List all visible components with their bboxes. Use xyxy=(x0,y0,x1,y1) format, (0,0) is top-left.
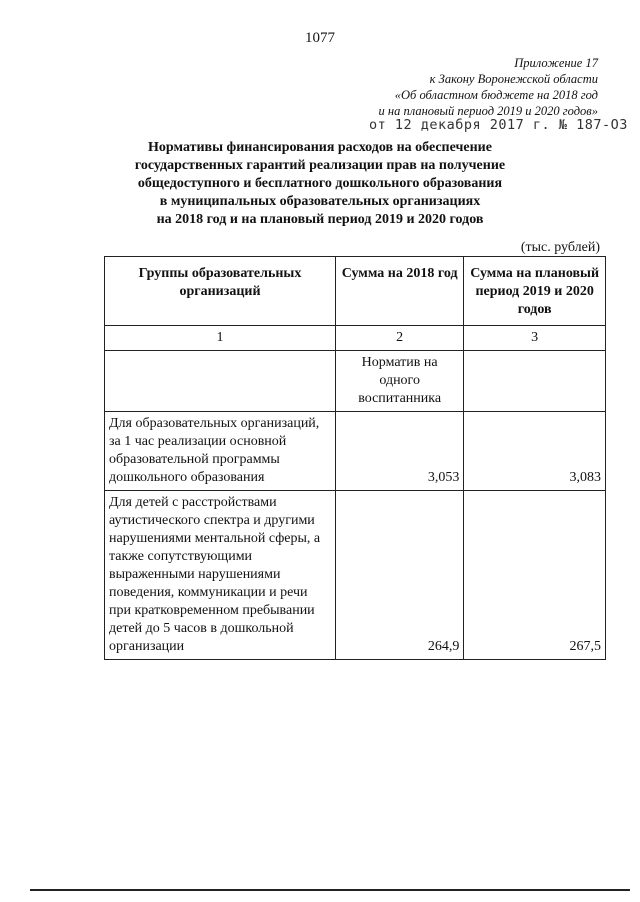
empty-cell xyxy=(464,351,606,412)
table-header-row xyxy=(105,257,606,326)
appendix-line: Приложение 17 xyxy=(514,56,598,70)
units-label: (тыс. рублей) xyxy=(520,240,600,255)
appendix-line: «Об областном бюджете на 2018 год xyxy=(394,88,598,102)
column-number-row xyxy=(105,326,606,351)
title-line: в муниципальных образовательных организациях xyxy=(159,194,481,209)
row-label: Для образовательных организаций, за 1 час реализации основной образовательной программы дошкольного образования xyxy=(105,412,336,491)
appendix-line: к Закону Воронежской области xyxy=(429,72,598,86)
header-groups: Группы образовательных организаций xyxy=(105,257,336,326)
row-value-planned: 3,083 xyxy=(464,412,606,491)
column-number: 1 xyxy=(105,326,336,351)
column-number: 3 xyxy=(464,326,606,351)
subheader-norm: Норматив на одного воспитанника xyxy=(335,351,463,412)
appendix-line: и на плановый период 2019 и 2020 годов» xyxy=(378,104,598,118)
subheader-row xyxy=(105,351,606,412)
row-value-2018: 3,053 xyxy=(335,412,463,491)
row-value-planned: 267,5 xyxy=(464,491,606,660)
header-sum-2018: Сумма на 2018 год xyxy=(335,257,463,326)
column-number: 2 xyxy=(335,326,463,351)
appendix-block xyxy=(379,55,598,119)
table-row xyxy=(105,491,606,660)
title-line: на 2018 год и на плановый период 2019 и 2020 годов xyxy=(156,212,484,227)
title-line: государственных гарантий реализации прав на получение xyxy=(134,158,506,173)
title-line: Нормативы финансирования расходов на обеспечение xyxy=(148,140,492,155)
bottom-rule xyxy=(30,889,630,891)
page-number: 1077 xyxy=(305,30,335,46)
document-title xyxy=(60,139,580,229)
row-label: Для детей с расстройствами аутистического спектра и другими нарушениями ментальной сферы, а также сопутствующими выраженными нарушениями поведения, коммуникации и речи при кратковременном пребывании детей до 5 часов в дошкольной организации xyxy=(105,491,336,660)
law-stamp: от 12 декабря 2017 г. № 187-ОЗ xyxy=(369,117,628,133)
empty-cell xyxy=(105,351,336,412)
norms-table xyxy=(104,256,606,660)
title-line: общедоступного и бесплатного дошкольного образования xyxy=(137,176,503,191)
header-sum-planned: Сумма на плановый период 2019 и 2020 годов xyxy=(464,257,606,326)
row-value-2018: 264,9 xyxy=(335,491,463,660)
table-row xyxy=(105,412,606,491)
